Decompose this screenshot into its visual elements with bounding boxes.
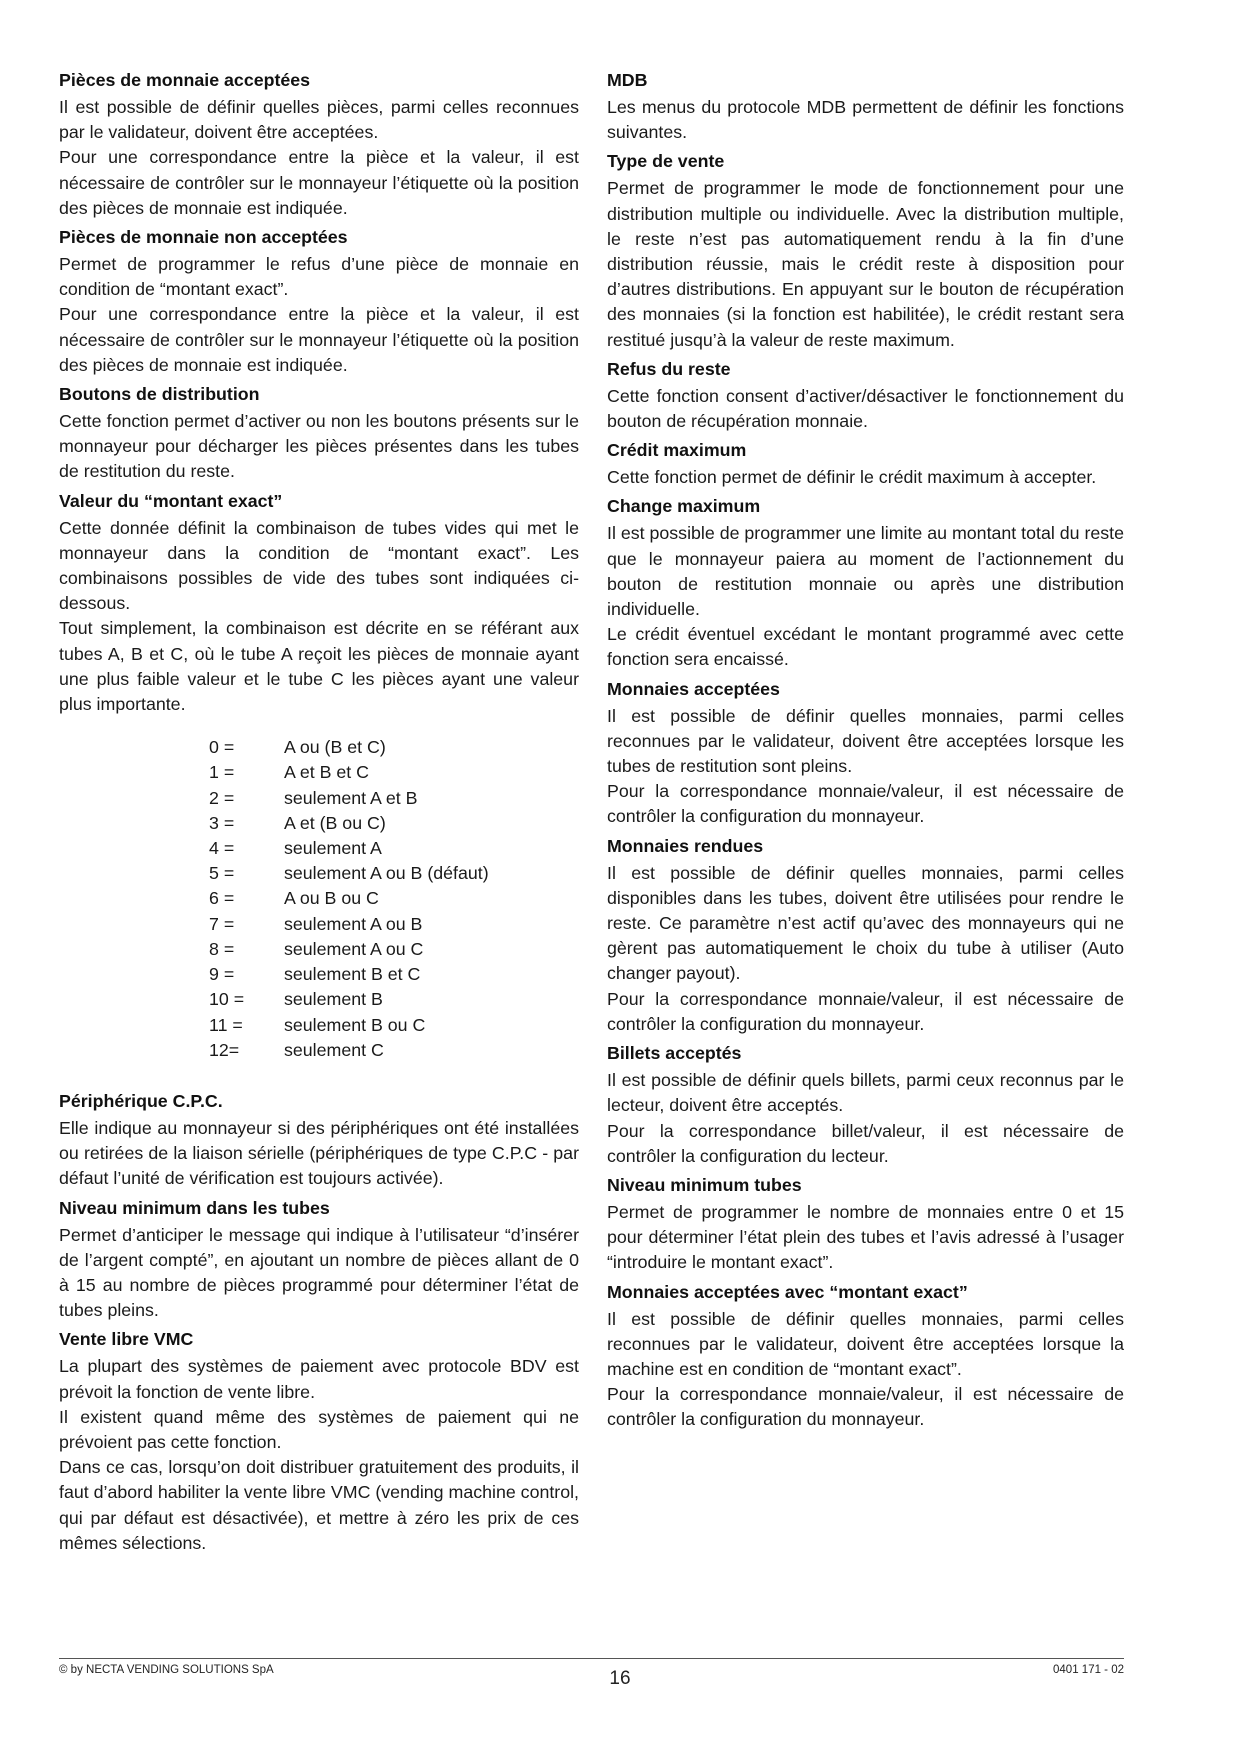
combination-code: 0 = [209,737,235,758]
footer-copyright: © by NECTA VENDING SOLUTIONS SpA [59,1664,274,1676]
combination-row [209,1038,489,1063]
section [59,1089,579,1192]
combination-table [209,735,489,1063]
combination-code: 5 = [209,863,235,884]
section [607,438,1124,490]
section [607,1280,1124,1433]
left-sections [59,68,579,717]
combination-description: A ou (B et C) [284,737,386,758]
section [59,382,579,485]
combination-description: seulement A et B [284,787,418,808]
section-heading: Monnaies rendues [607,835,764,856]
footer-divider [59,1658,1124,1659]
combination-code: 3 = [209,812,235,833]
document-code: 0401 171 - 02 [1053,1664,1124,1676]
section-heading: Billets acceptés [607,1043,742,1064]
combination-description: seulement A ou C [284,938,424,959]
combination-description: seulement B [284,989,383,1010]
section [607,494,1124,672]
section [607,68,1124,145]
section-paragraph: Pour une correspondance entre la pièce et la valeur, il est nécessaire de contrôler sur le monnayeur l’étiquette où la position des pièces de monnaie est indiquée. [59,147,579,218]
combination-code: 2 = [209,787,235,808]
combination-row [209,735,489,760]
section-paragraph: Il est possible de définir quels billets, parmi ceux reconnus par le lecteur, doivent être acceptés. [607,1070,1124,1116]
section-heading: Périphérique C.P.C. [59,1090,223,1111]
combination-code: 1 = [209,762,235,783]
section-paragraph: Il est possible de définir quelles monnaies, parmi celles reconnues par le validateur, doivent être acceptées lorsque les tubes de restitution sont pleins. [607,705,1124,777]
section [59,1327,579,1556]
section [607,1041,1124,1169]
section-heading: Vente libre VMC [59,1329,194,1350]
combination-code: 4 = [209,838,235,859]
page-number: 16 [609,1668,631,1689]
combination-description: seulement B ou C [284,1014,426,1035]
left-sections-after [59,1089,579,1556]
section-paragraph: Cette fonction consent d’activer/désactiver le fonctionnement du bouton de récupération monnaie. [607,385,1124,432]
section [607,1173,1124,1276]
combination-code: 12= [209,1039,240,1060]
combination-row [209,937,489,962]
combination-description: seulement C [284,1039,384,1060]
combination-row [209,811,489,836]
right-column [607,68,1124,1437]
section [607,357,1124,434]
section-heading: Change maximum [607,496,761,517]
combination-row [209,987,489,1012]
section-heading: Valeur du “montant exact” [59,490,283,511]
section-paragraph: Le crédit éventuel excédant le montant programmé avec cette fonction sera encaissé. [607,624,1124,670]
section-heading: Boutons de distribution [59,384,260,405]
section-paragraph: Dans ce cas, lorsqu’on doit distribuer gratuitement des produits, il faut d’abord habiliter la vente libre VMC (vending machine control, qui par défaut est désactivée), et mettre à zéro les prix de ces mêmes sélections. [59,1457,579,1553]
section-paragraph: Il existent quand même des systèmes de paiement qui ne prévoient pas cette fonction. [59,1406,579,1452]
combination-code: 6 = [209,888,235,909]
section-paragraph: Il est possible de définir quelles monnaies, parmi celles disponibles dans les tubes, doivent être utilisées pour rendre le reste. Ce paramètre n’est actif qu’avec des monnayeurs qui ne gèrent pas automatiquement le choix du tube à utiliser (Auto changer payout). [607,862,1124,984]
section-paragraph: Permet d’anticiper le message qui indique à l’utilisateur “d’insérer de l’argent compté”, en ajoutant un nombre de pièces allant de 0 à 15 au nombre de pièces programmé pour déterminer l’état de tubes pleins. [59,1224,579,1321]
section-heading: Niveau minimum tubes [607,1174,802,1195]
section-paragraph: Cette fonction permet d’activer ou non les boutons présents sur le monnayeur pour décharger les pièces présentes dans les tubes de restitution du reste. [59,411,579,482]
combination-description: A et B et C [284,762,369,783]
combination-description: seulement A ou B (défaut) [284,863,489,884]
combination-code: 9 = [209,964,235,985]
section-heading: Crédit maximum [607,440,747,461]
section [59,489,579,718]
section-heading: Monnaies acceptées [607,678,780,699]
combination-row [209,886,489,911]
section-heading: Monnaies acceptées avec “montant exact” [607,1281,968,1302]
section-paragraph: Pour la correspondance billet/valeur, il est nécessaire de contrôler la configuration du lecteur. [607,1120,1124,1166]
section [59,68,579,221]
combination-row [209,912,489,937]
combination-description: seulement A ou B [284,913,423,934]
combination-row [209,760,489,785]
combination-row [209,861,489,886]
section-paragraph: Tout simplement, la combinaison est décrite en se référant aux tubes A, B et C, où le tube A reçoit les pièces de monnaie ayant une plus faible valeur et le tube C les pièces ayant une valeur plus importante. [59,618,579,715]
combination-code: 7 = [209,913,235,934]
section-paragraph: Cette fonction permet de définir le crédit maximum à accepter. [607,467,1097,488]
section-paragraph: Permet de programmer le mode de fonctionnement pour une distribution multiple ou individuelle. Avec la distribution multiple, le reste n’est pas automatiquement rendu à la fin d’une distribution réussie, mais le crédit reste à disposition pour d’autres distributions. En appuyant sur le bouton de récupération des monnaies (si la fonction est habilitée), le crédit restant sera restitué jusqu’à la valeur de reste maximum. [607,178,1124,350]
combination-row [209,962,489,987]
section-paragraph: Elle indique au monnayeur si des périphériques ont été installées ou retirées de la liaison sérielle (périphériques de type C.P.C - par défaut l’unité de vérification est toujours activée). [59,1117,579,1189]
section-paragraph: Permet de programmer le nombre de monnaies entre 0 et 15 pour déterminer l’état plein des tubes et l’avis adressé à l’usager “introduire le montant exact”. [607,1201,1124,1273]
section-paragraph: Permet de programmer le refus d’une pièce de monnaie en condition de “montant exact”. [59,254,579,300]
right-sections [607,68,1124,1433]
left-column [59,68,579,1560]
section-paragraph: Pour la correspondance monnaie/valeur, il est nécessaire de contrôler la configuration du monnayeur. [607,1384,1124,1430]
section-paragraph: Il est possible de définir quelles monnaies, parmi celles reconnues par le validateur, doivent être acceptées lorsque la machine est en condition de “montant exact”. [607,1308,1124,1379]
combination-row [209,836,489,861]
section-heading: MDB [607,70,648,90]
section-paragraph: Les menus du protocole MDB permettent de définir les fonctions suivantes. [607,97,1124,143]
section-heading: Pièces de monnaie acceptées [59,70,311,90]
section-heading: Type de vente [607,151,725,172]
combination-description: A ou B ou C [284,888,379,909]
section [607,834,1124,1037]
combination-row [209,786,489,811]
combination-description: seulement B et C [284,964,421,985]
section-paragraph: Pour une correspondance entre la pièce et la valeur, il est nécessaire de contrôler sur le monnayeur l’étiquette où la position des pièces de monnaie est indiquée. [59,304,579,375]
section [607,677,1124,830]
section [59,225,579,378]
section-heading: Refus du reste [607,358,731,379]
section-paragraph: Pour la correspondance monnaie/valeur, il est nécessaire de contrôler la configuration du monnayeur. [607,988,1124,1034]
section [607,149,1124,352]
section-heading: Pièces de monnaie non acceptées [59,227,348,248]
section [59,1196,579,1324]
combination-code: 10 = [209,989,245,1010]
combination-description: A et (B ou C) [284,812,386,833]
section-paragraph: Pour la correspondance monnaie/valeur, il est nécessaire de contrôler la configuration du monnayeur. [607,781,1124,827]
combination-code: 8 = [209,938,235,959]
section-heading: Niveau minimum dans les tubes [59,1197,330,1218]
section-paragraph: La plupart des systèmes de paiement avec protocole BDV est prévoit la fonction de vente libre. [59,1356,579,1402]
section-paragraph: Il est possible de définir quelles pièces, parmi celles reconnues par le validateur, doivent être acceptées. [59,97,579,143]
combination-description: seulement A [284,838,382,859]
section-paragraph: Cette donnée définit la combinaison de tubes vides qui met le monnayeur dans la condition de “montant exact”. Les combinaisons possibles de vide des tubes sont indiquées ci-dessous. [59,517,579,614]
combination-code: 11 = [209,1014,243,1035]
section-paragraph: Il est possible de programmer une limite au montant total du reste que le monnayeur paiera au moment de l’actionnement du bouton de restitution monnaie ou après une distribution individuelle. [607,523,1124,620]
combination-row [209,1013,489,1038]
